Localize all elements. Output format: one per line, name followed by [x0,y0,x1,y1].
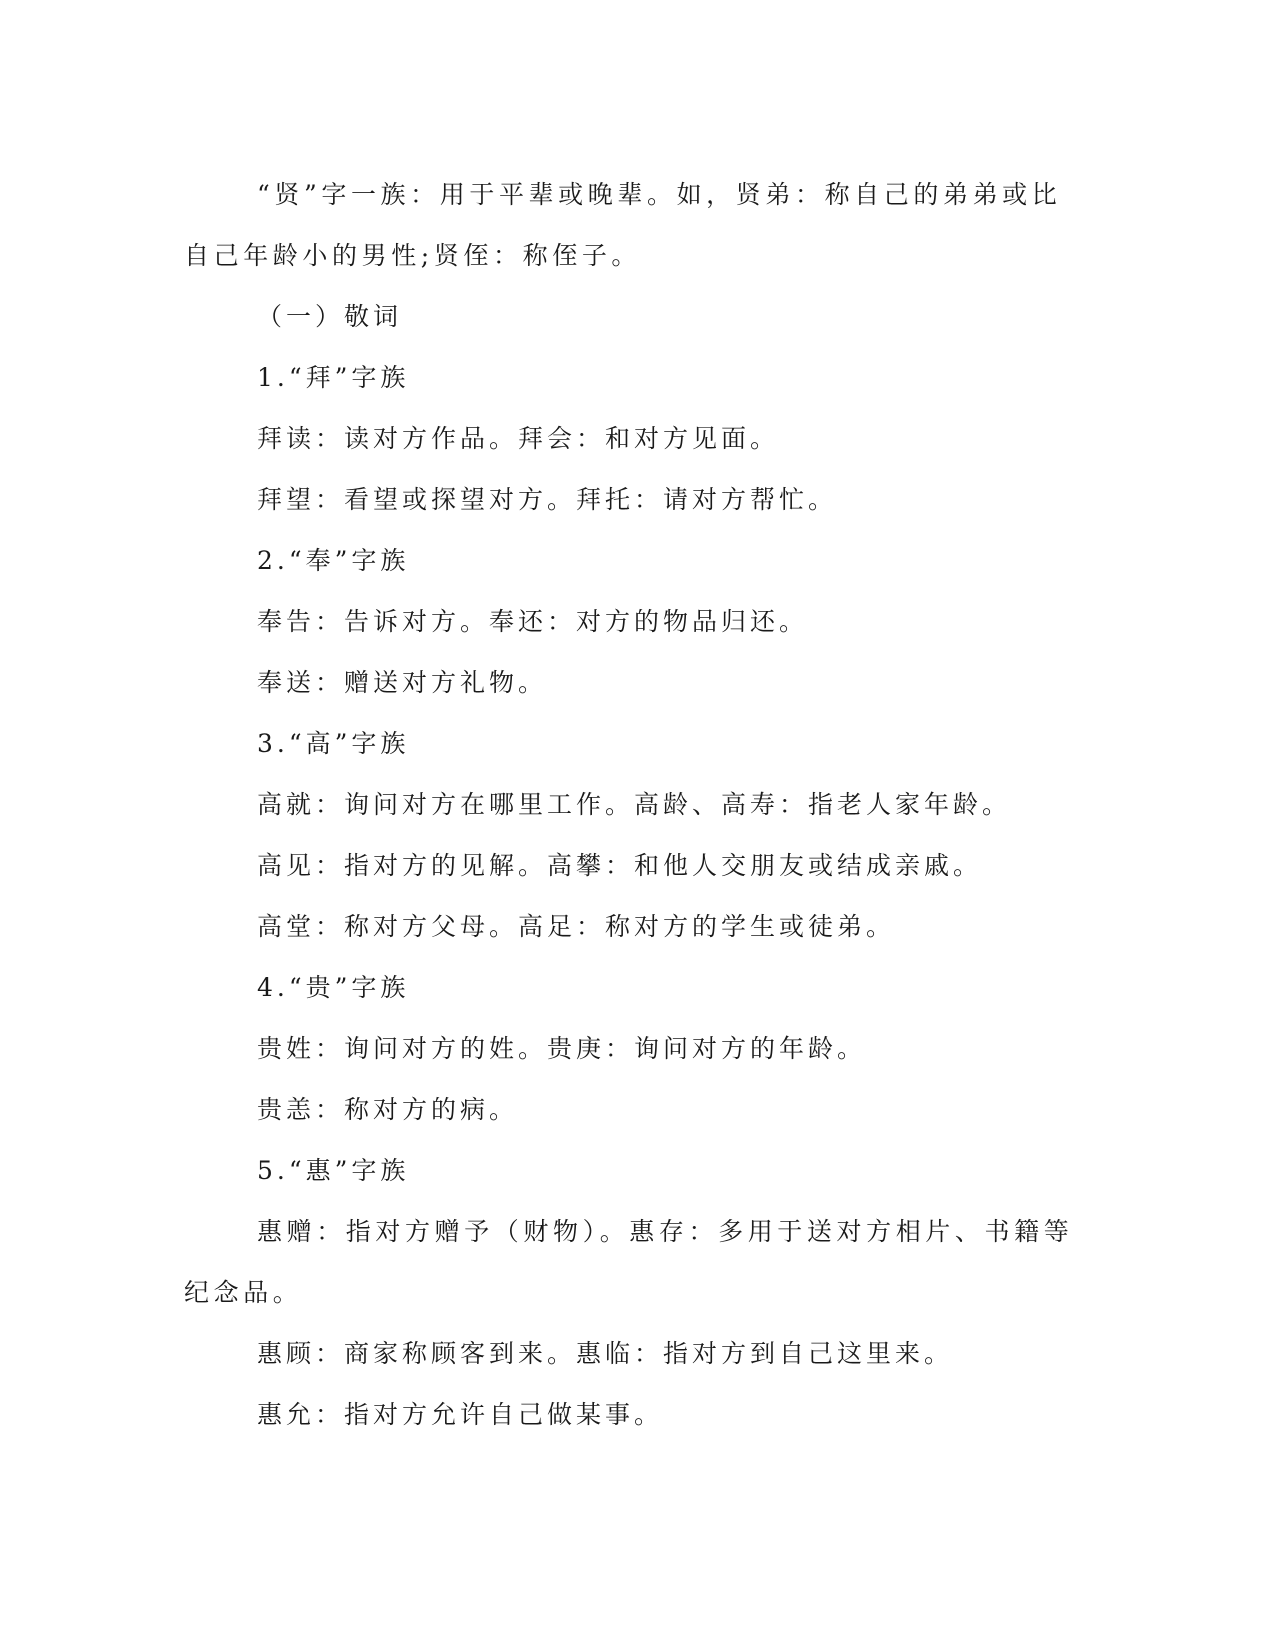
subheading-gui-family: 4.“贵”字族 [257,973,410,1002]
paragraph-gao-1: 高就：询问对方在哪里工作。高龄、高寿：指老人家年龄。 [257,790,1012,819]
subheading-gao-family: 3.“高”字族 [257,729,410,758]
subheading-hui-family: 5.“惠”字族 [257,1156,410,1185]
paragraph-gui-2: 贵恙：称对方的病。 [257,1095,519,1124]
paragraph-xian-family: “贤”字一族：用于平辈或晚辈。如，贤弟：称自己的弟弟或比自己年龄小的男性;贤侄：称侄子。 [184,180,1062,270]
paragraph-hui-2: 惠顾：商家称顾客到来。惠临：指对方到自己这里来。 [257,1339,954,1368]
paragraph-feng-2: 奉送：赠送对方礼物。 [257,668,548,697]
subheading-feng-family: 2.“奉”字族 [257,546,410,575]
paragraph-hui-1: 惠赠：指对方赠予（财物）。惠存：多用于送对方相片、书籍等纪念品。 [184,1217,1074,1307]
section-heading-honorifics: （一）敬词 [257,302,403,331]
subheading-bai-family: 1.“拜”字族 [257,363,410,392]
paragraph-gao-3: 高堂：称对方父母。高足：称对方的学生或徒弟。 [257,912,896,941]
paragraph-feng-1: 奉告：告诉对方。奉还：对方的物品归还。 [257,607,809,636]
paragraph-hui-3: 惠允：指对方允许自己做某事。 [257,1400,664,1429]
document-body [184,164,1084,1445]
paragraph-bai-2: 拜望：看望或探望对方。拜托：请对方帮忙。 [257,485,838,514]
paragraph-gui-1: 贵姓：询问对方的姓。贵庚：询问对方的年龄。 [257,1034,867,1063]
paragraph-bai-1: 拜读：读对方作品。拜会：和对方见面。 [257,424,780,453]
paragraph-gao-2: 高见：指对方的见解。高攀：和他人交朋友或结成亲戚。 [257,851,983,880]
